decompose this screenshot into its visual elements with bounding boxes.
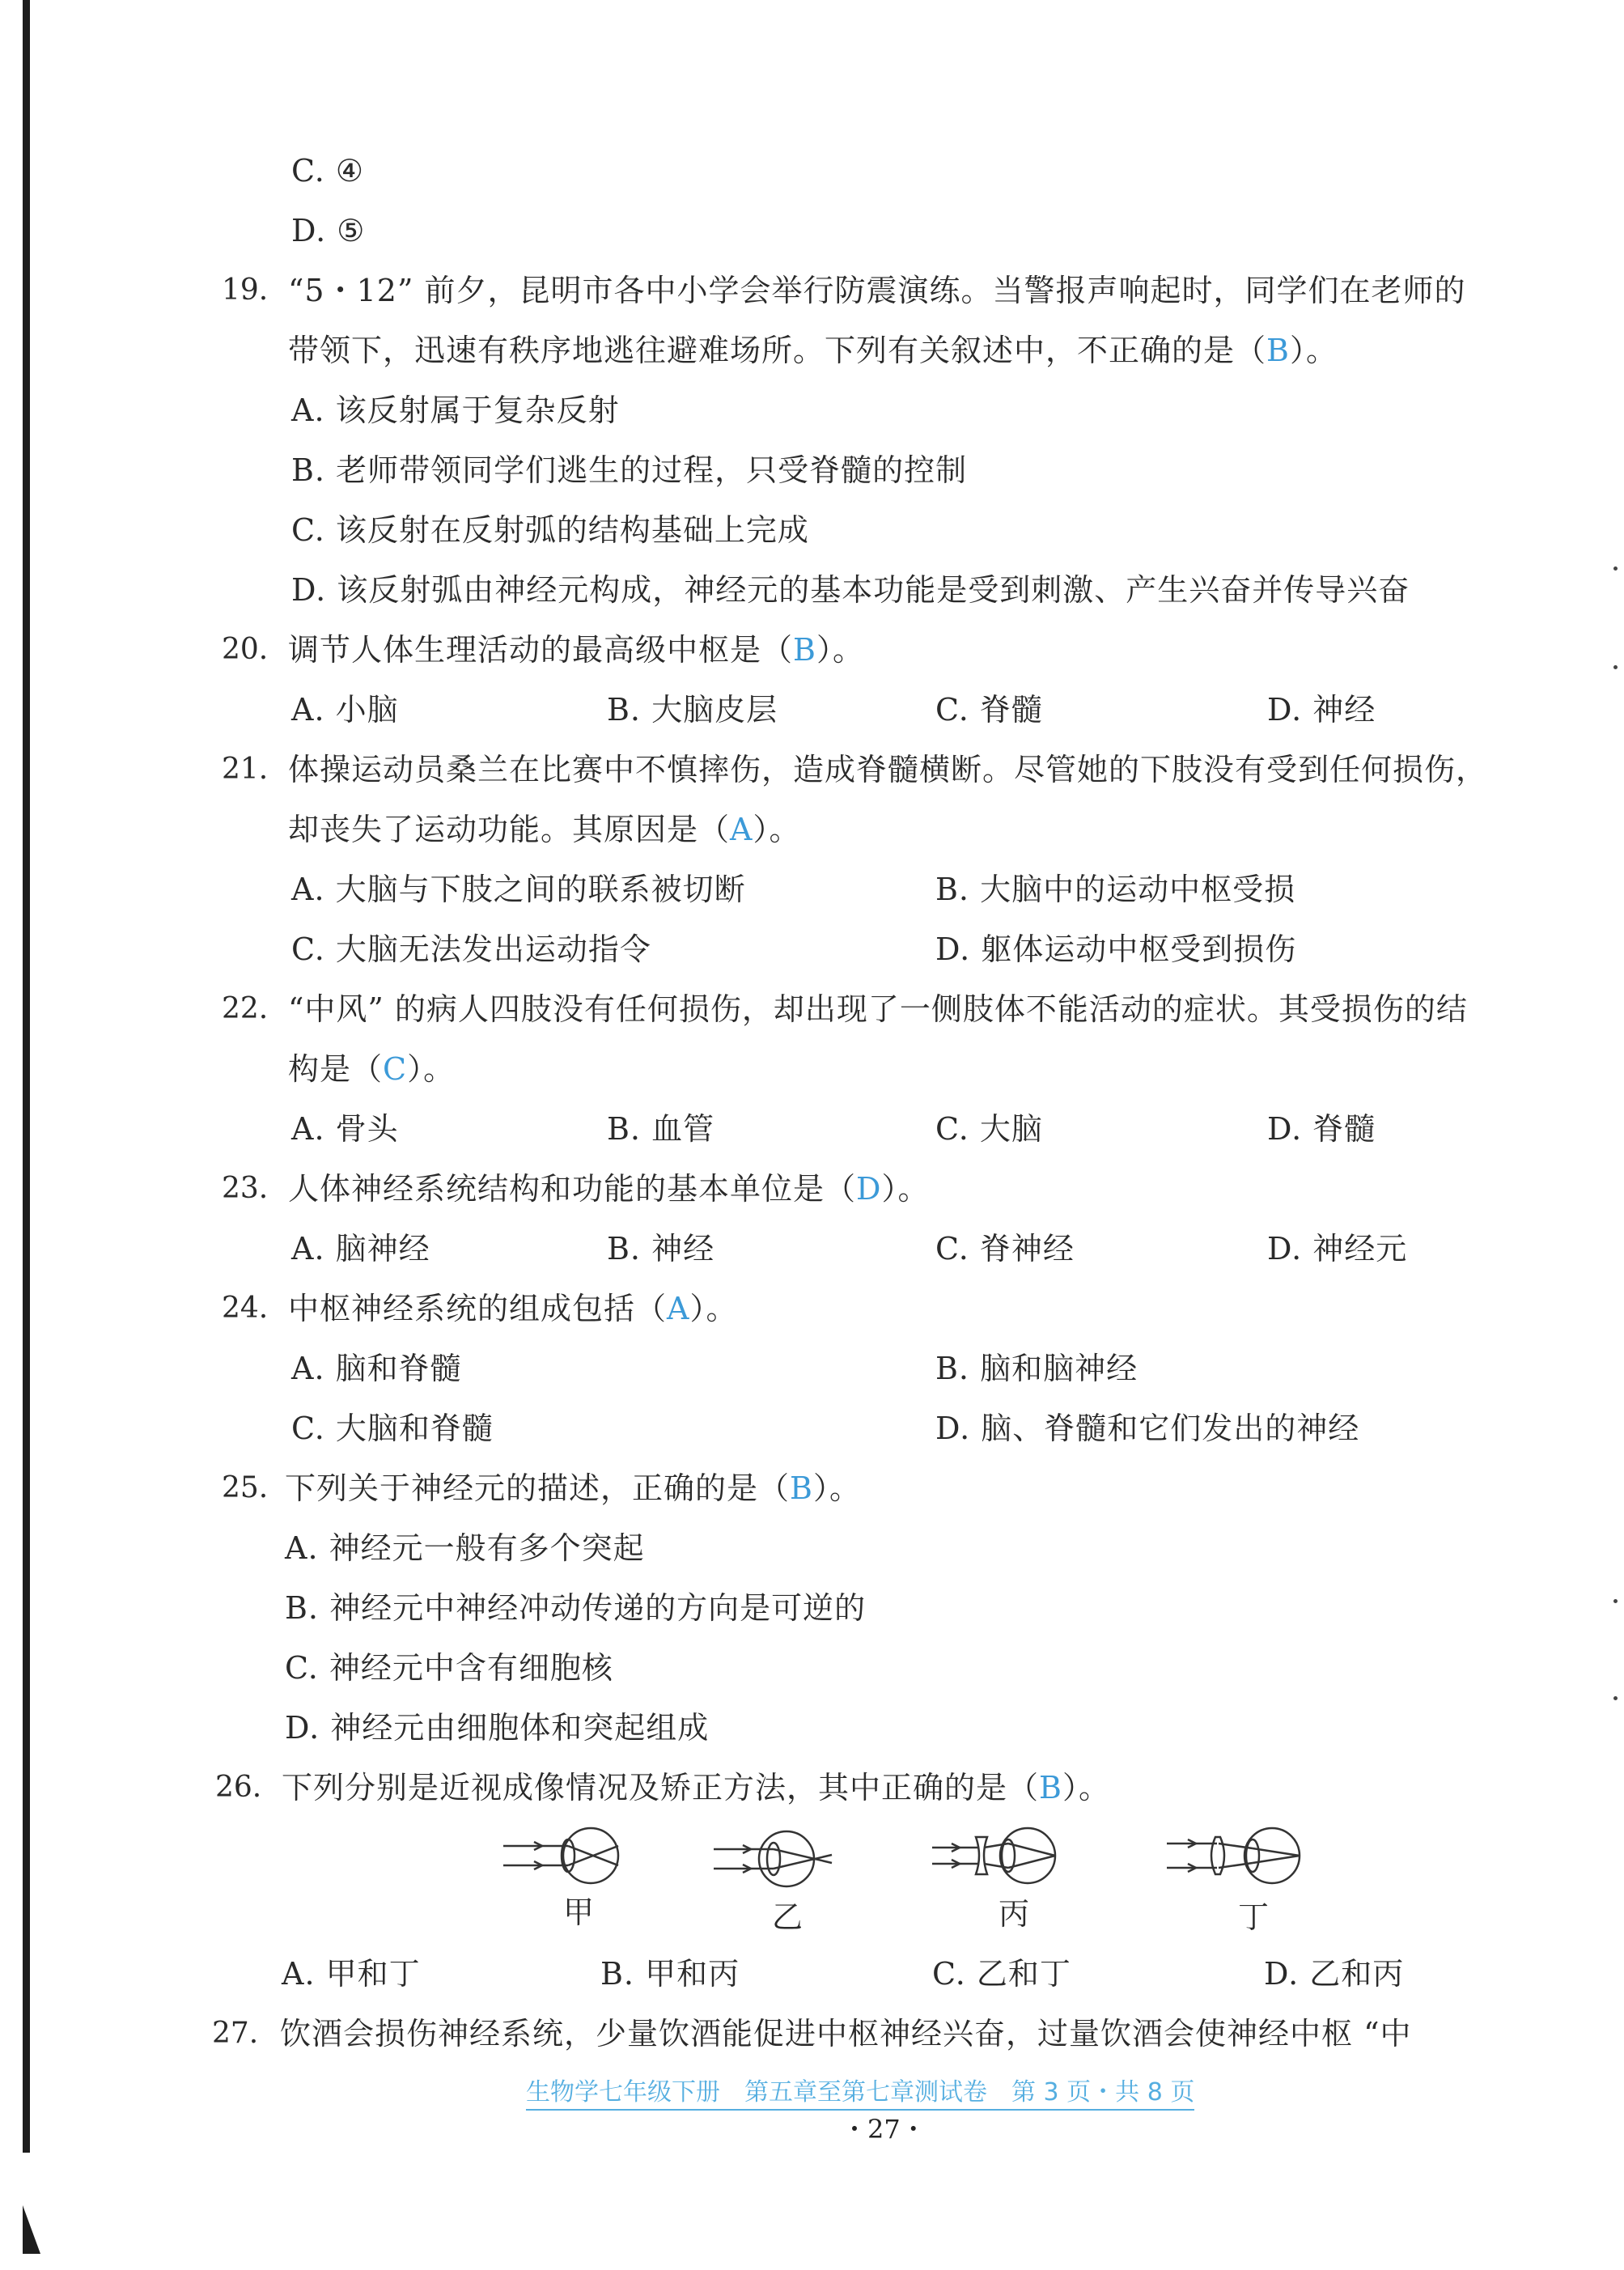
q25-answer: B bbox=[790, 1470, 813, 1506]
q20-option-c: C. 脊髓 bbox=[935, 692, 1043, 728]
q24-option-c: C. 大脑和脊髓 bbox=[291, 1411, 494, 1446]
q26-option-b: B. 甲和丙 bbox=[600, 1956, 740, 1992]
q19-option-d: D. 该反射弧由神经元构成，神经元的基本功能是受到刺激、产生兴奋并传导兴奋 bbox=[291, 572, 1410, 608]
q20-option-d: D. 神经 bbox=[1267, 692, 1376, 728]
eye-label-ding: 丁 bbox=[1238, 1899, 1270, 1935]
q19-option-c: C. 该反射在反射弧的结构基础上完成 bbox=[291, 512, 809, 548]
page-footer: 生物学七年级下册 第五章至第七章测试卷 第 3 页・共 8 页 bbox=[526, 2072, 1194, 2111]
eye-diagram-ding bbox=[1165, 1819, 1311, 1892]
q19-stem-line1: “5・12” 前夕，昆明市各中小学会举行防震演练。当警报声响起时，同学们在老师的 bbox=[288, 273, 1466, 308]
q24-stem: 中枢神经系统的组成包括（A）。 bbox=[288, 1291, 738, 1326]
q24-option-a: A. 脑和脊髓 bbox=[291, 1351, 462, 1386]
q22-number: 22. bbox=[222, 992, 269, 1025]
q19-option-b: B. 老师带领同学们逃生的过程，只受脊髓的控制 bbox=[291, 452, 968, 488]
q20-answer: B bbox=[793, 632, 816, 668]
q26-option-d: D. 乙和丙 bbox=[1264, 1956, 1405, 1992]
q22-answer: C bbox=[383, 1051, 408, 1087]
eye-label-jia: 甲 bbox=[563, 1894, 595, 1930]
q25-option-c: C. 神经元中含有细胞核 bbox=[285, 1650, 613, 1686]
q23-option-d: D. 神经元 bbox=[1267, 1231, 1408, 1267]
q23-option-b: B. 神经 bbox=[607, 1231, 715, 1267]
q19-number: 19. bbox=[222, 274, 269, 307]
scan-speck bbox=[1613, 665, 1618, 669]
q20-stem: 调节人体生理活动的最高级中枢是（B）。 bbox=[288, 632, 864, 668]
q20-option-b: B. 大脑皮层 bbox=[607, 692, 778, 728]
q25-stem: 下列关于神经元的描述，正确的是（B）。 bbox=[285, 1470, 861, 1506]
q23-option-a: A. 脑神经 bbox=[291, 1231, 430, 1267]
eye-diagram-yi bbox=[712, 1822, 842, 1895]
q23-stem: 人体神经系统结构和功能的基本单位是（D）。 bbox=[288, 1171, 930, 1207]
scan-corner-mark bbox=[23, 2205, 40, 2254]
q26-option-a: A. 甲和丁 bbox=[282, 1956, 421, 1992]
q23-number: 23. bbox=[222, 1172, 269, 1205]
q20-number: 20. bbox=[222, 633, 269, 666]
eye-diagram-jia bbox=[502, 1819, 631, 1892]
q26-option-c: C. 乙和丁 bbox=[932, 1956, 1071, 1992]
q26-stem: 下列分别是近视成像情况及矫正方法，其中正确的是（B）。 bbox=[282, 1770, 1110, 1805]
q27-number: 27. bbox=[212, 2017, 259, 2050]
q21-stem-line2: 却丧失了运动功能。其原因是（A）。 bbox=[288, 812, 801, 847]
scan-speck bbox=[1613, 1696, 1618, 1700]
scan-speck bbox=[1613, 1599, 1618, 1603]
q21-option-a: A. 大脑与下肢之间的联系被切断 bbox=[291, 872, 746, 907]
q26-number: 26. bbox=[215, 1771, 262, 1804]
q18-option-c: C. ④ bbox=[291, 153, 364, 189]
q19-option-a: A. 该反射属于复杂反射 bbox=[291, 392, 620, 428]
q22-option-a: A. 骨头 bbox=[291, 1111, 399, 1147]
q21-option-d: D. 躯体运动中枢受到损伤 bbox=[935, 931, 1297, 967]
q25-option-a: A. 神经元一般有多个突起 bbox=[285, 1530, 645, 1566]
q21-option-c: C. 大脑无法发出运动指令 bbox=[291, 931, 651, 967]
q24-option-d: D. 脑、脊髓和它们发出的神经 bbox=[935, 1411, 1360, 1446]
q20-option-a: A. 小脑 bbox=[291, 692, 399, 728]
scan-binding-edge bbox=[23, 0, 30, 2153]
eye-diagram-bing bbox=[931, 1819, 1068, 1892]
q24-answer: A bbox=[667, 1291, 690, 1326]
q21-option-b: B. 大脑中的运动中枢受损 bbox=[935, 872, 1296, 907]
q22-option-b: B. 血管 bbox=[607, 1111, 715, 1147]
q22-stem-line2: 构是（C）。 bbox=[288, 1051, 456, 1087]
q26-answer: B bbox=[1039, 1770, 1062, 1805]
q25-number: 25. bbox=[222, 1471, 269, 1504]
q24-option-b: B. 脑和脑神经 bbox=[935, 1351, 1138, 1386]
q21-answer: A bbox=[730, 812, 753, 847]
page-number: ・27・ bbox=[842, 2114, 926, 2145]
eye-label-yi: 乙 bbox=[772, 1899, 804, 1935]
q22-stem-line1: “中风” 的病人四肢没有任何损伤，却出现了一侧肢体不能活动的症状。其受损伤的结 bbox=[288, 991, 1468, 1027]
q19-stem-line2: 带领下，迅速有秩序地逃往避难场所。下列有关叙述中，不正确的是（B）。 bbox=[288, 333, 1338, 368]
q23-answer: D bbox=[856, 1171, 882, 1207]
q22-option-c: C. 大脑 bbox=[935, 1111, 1043, 1147]
q25-option-b: B. 神经元中神经冲动传递的方向是可逆的 bbox=[285, 1590, 867, 1626]
eye-label-bing: 丙 bbox=[999, 1896, 1030, 1932]
q21-stem-line1: 体操运动员桑兰在比赛中不慎摔伤，造成脊髓横断。尽管她的下肢没有受到任何损伤， bbox=[288, 752, 1488, 787]
q27-stem-line1: 饮酒会损伤神经系统，少量饮酒能促进中枢神经兴奋，过量饮酒会使神经中枢 “中 bbox=[280, 2016, 1412, 2051]
q24-number: 24. bbox=[222, 1292, 269, 1325]
q19-answer: B bbox=[1266, 333, 1290, 368]
scan-speck bbox=[1613, 566, 1618, 571]
q23-option-c: C. 脊神经 bbox=[935, 1231, 1075, 1267]
q21-number: 21. bbox=[222, 753, 269, 786]
q22-option-d: D. 脊髓 bbox=[1267, 1111, 1376, 1147]
q25-option-d: D. 神经元由细胞体和突起组成 bbox=[285, 1710, 710, 1746]
q18-option-d: D. ⑤ bbox=[291, 213, 366, 248]
